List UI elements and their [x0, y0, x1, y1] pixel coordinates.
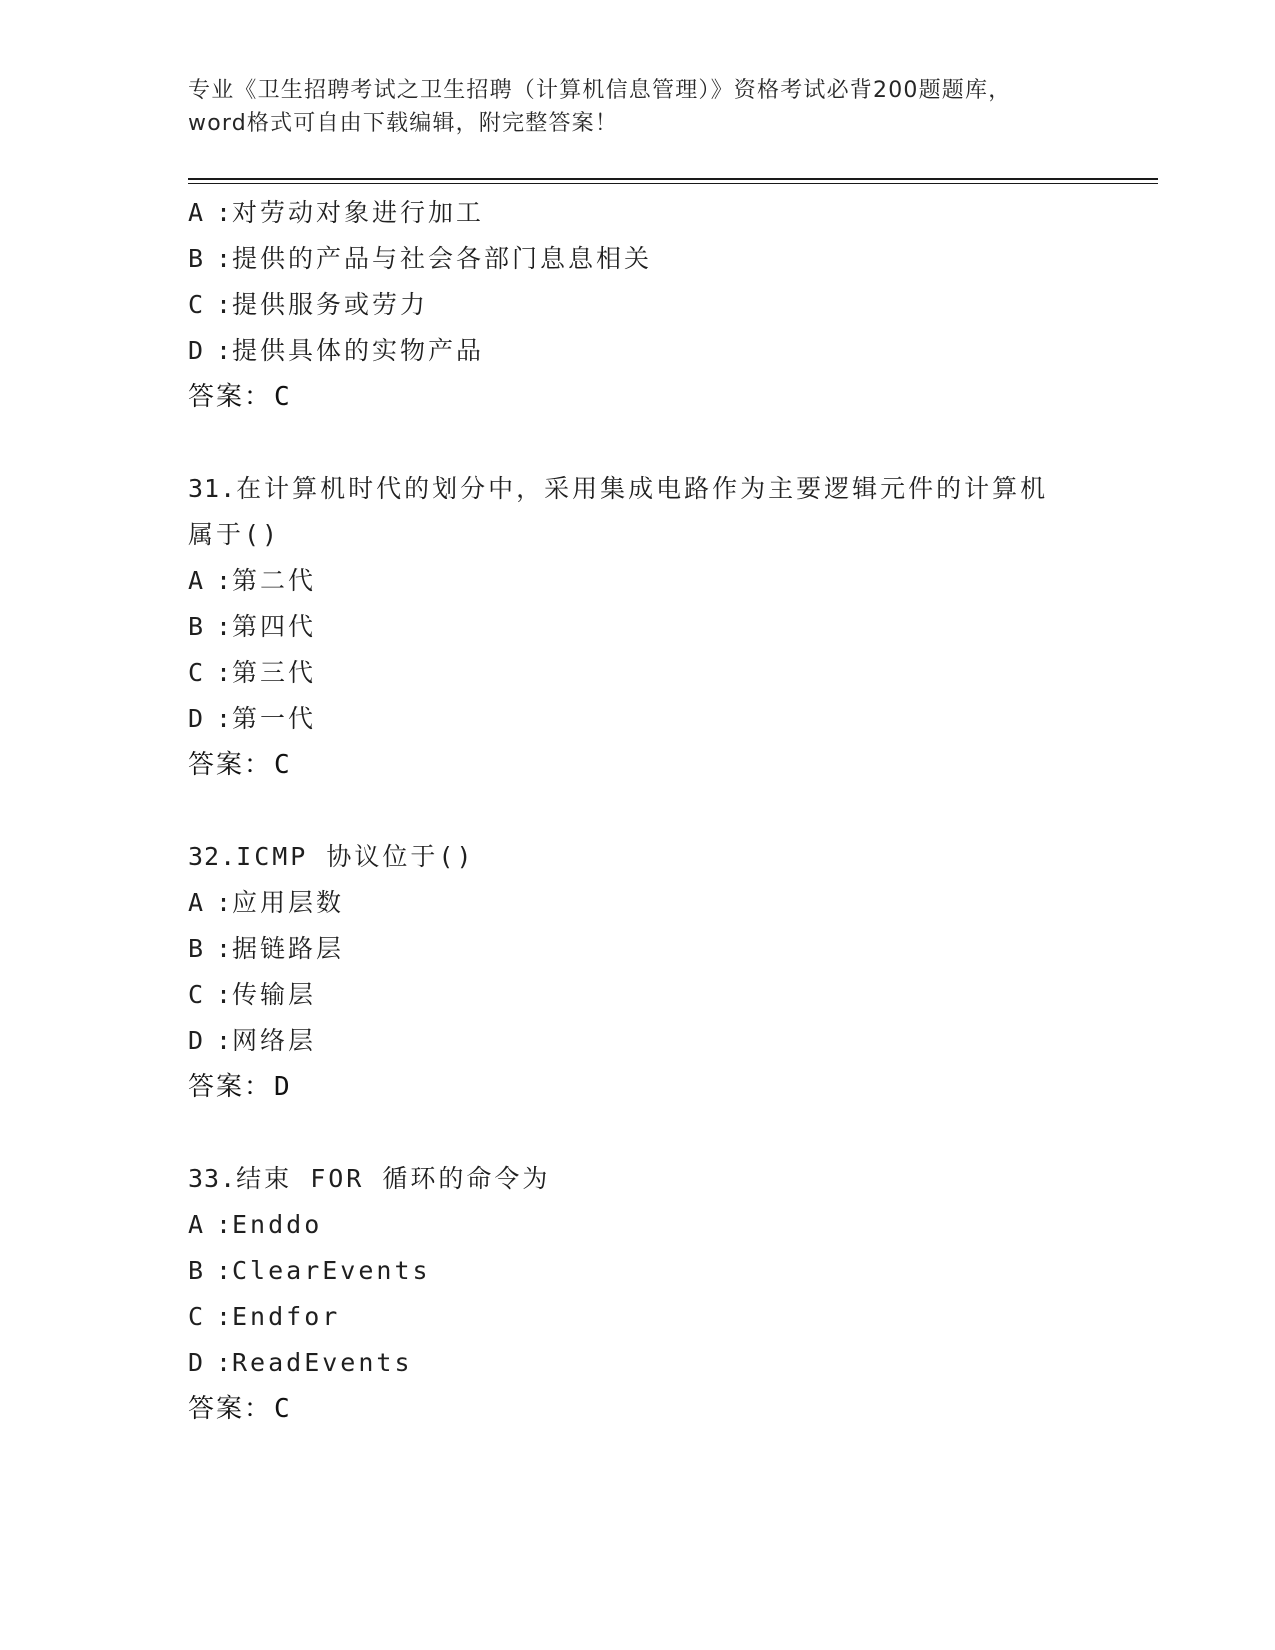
question-block-30 [188, 190, 1158, 420]
option-d: D :第一代 [188, 704, 317, 733]
option-text: Enddo [232, 1210, 323, 1239]
header-title-line-2: word格式可自由下载编辑，附完整答案！ [188, 111, 619, 136]
option-a: A :应用层数 [188, 888, 345, 917]
option-b: B :ClearEvents [188, 1256, 431, 1285]
question-number: 32. [188, 842, 237, 871]
option-text: 第一代 [232, 704, 317, 733]
question-line-1: 结束 FOR 循环的命令为 [236, 1164, 551, 1193]
answer-line [188, 374, 1158, 420]
option-text: ClearEvents [232, 1256, 431, 1285]
option-text: 提供服务或劳力 [232, 290, 429, 319]
option-text: ReadEvents [232, 1348, 413, 1377]
option-text: 据链路层 [232, 934, 345, 963]
option-a: A :第二代 [188, 566, 317, 595]
option-d: D :提供具体的实物产品 [188, 336, 485, 365]
question-number: 31. [188, 474, 237, 503]
option-c: C :第三代 [188, 658, 317, 687]
option-b: B :第四代 [188, 612, 317, 641]
option-a: A :对劳动对象进行加工 [188, 198, 485, 227]
question-number: 33. [188, 1164, 237, 1193]
header-divider-top [188, 178, 1158, 180]
answer-line [188, 1386, 1158, 1432]
answer-value: C [274, 1394, 292, 1424]
option-text: 提供的产品与社会各部门息息相关 [232, 244, 653, 273]
option-text: 第三代 [232, 658, 317, 687]
answer-label: 答案： [188, 1394, 273, 1424]
question-line-2: 属于() [188, 520, 281, 549]
option-text: 提供具体的实物产品 [232, 336, 485, 365]
question-block-31 [188, 466, 1158, 788]
answer-value: C [274, 382, 292, 412]
question-text [188, 1156, 1158, 1202]
option-c: C :传输层 [188, 980, 317, 1009]
option-b: B :提供的产品与社会各部门息息相关 [188, 244, 653, 273]
question-line-1: ICMP 协议位于() [236, 842, 475, 871]
option-b: B :据链路层 [188, 934, 345, 963]
option-text: Endfor [232, 1302, 341, 1331]
question-block-33 [188, 1156, 1158, 1432]
question-block-32 [188, 834, 1158, 1110]
answer-label: 答案： [188, 382, 273, 412]
option-c: C :Endfor [188, 1302, 341, 1331]
option-d: D :ReadEvents [188, 1348, 413, 1377]
question-list [188, 190, 1158, 1432]
answer-label: 答案： [188, 750, 273, 780]
option-text: 传输层 [232, 980, 317, 1009]
answer-value: C [274, 750, 292, 780]
question-text [188, 834, 1158, 880]
answer-line [188, 1064, 1158, 1110]
question-text [188, 466, 1158, 512]
answer-value: D [274, 1072, 292, 1102]
option-text: 对劳动对象进行加工 [232, 198, 485, 227]
option-text: 第四代 [232, 612, 317, 641]
header-divider-bottom [188, 183, 1158, 184]
question-line-1: 在计算机时代的划分中，采用集成电路作为主要逻辑元件的计算机 [236, 474, 1049, 503]
option-text: 第二代 [232, 566, 317, 595]
option-c: C :提供服务或劳力 [188, 290, 429, 319]
document-header [188, 74, 1173, 140]
option-a: A :Enddo [188, 1210, 323, 1239]
option-text: 应用层数 [232, 888, 345, 917]
option-d: D :网络层 [188, 1026, 317, 1055]
header-title-line-1: 专业《卫生招聘考试之卫生招聘（计算机信息管理）》资格考试必背200题题库， [188, 78, 1012, 103]
answer-line [188, 742, 1158, 788]
answer-label: 答案： [188, 1072, 273, 1102]
option-text: 网络层 [232, 1026, 317, 1055]
